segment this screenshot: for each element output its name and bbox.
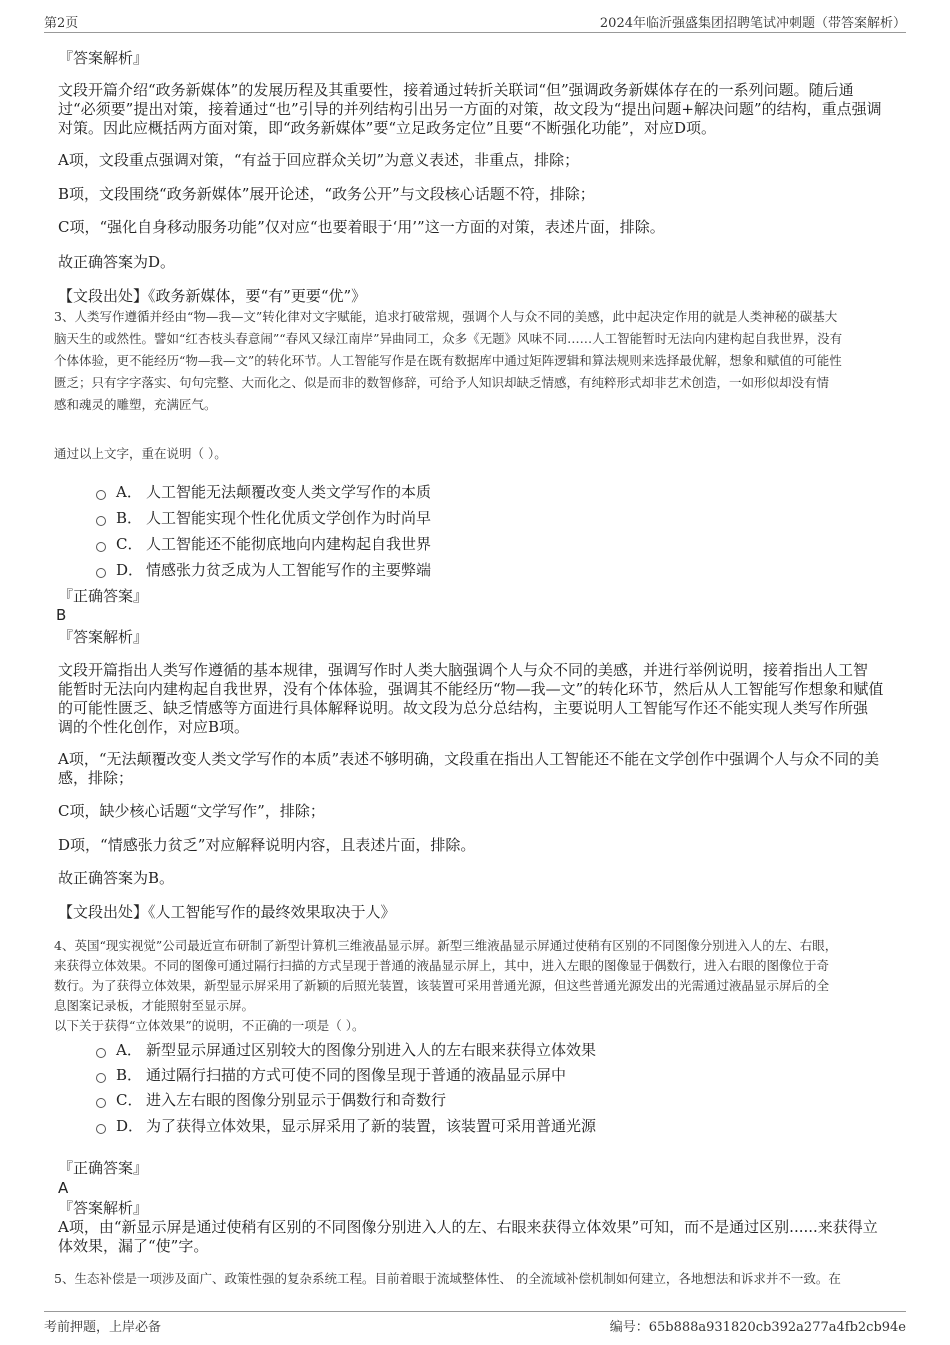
q4-stem-line-2: 来获得立体效果。不同的图像可通过隔行扫描的方式呈现于普通的液晶显示屏上，其中，进入左眼的图像显于偶数行，进入右眼的图像位于奇 [54,958,830,973]
footer-divider [44,1311,906,1312]
radio-icon[interactable] [96,1124,106,1134]
q3-analysis-line-3: 的可能性匮乏、缺乏情感等方面进行具体解释说明。故文段为总分总结构，主要说明人工智能写作还不能实现人类写作所强 [58,699,869,717]
q3-option-a-explanation-2: 感，排除； [58,769,134,787]
q2-analysis-line-3: 对策。因此应概括两方面对策，即“政务新媒体”要“立足政务定位”且要“不断强化功能”，对应D项。 [58,119,717,137]
q4-analysis-label: 『答案解析』 [58,1199,149,1217]
q4-option-b[interactable] [96,1065,566,1085]
q3-option-d-explanation: D项，“情感张力贫乏”对应解释说明内容，且表述片面，排除。 [58,836,476,854]
option-text: 人工智能还不能彻底地向内建构起自我世界 [146,535,432,553]
document-id: 编号：65b888a931820cb392a277a4fb2cb94e [609,1320,906,1335]
q2-analysis-line-1: 文段开篇介绍“政务新媒体”的发展历程及其重要性，接着通过转折关联词“但”强调政务新媒体存在的一系列问题。随后通 [58,81,854,99]
q3-stem-line-2: 脑天生的或然性。譬如“红杏枝头春意闹”“春风又绿江南岸”异曲同工，众多《无题》风味不同……人工智能暂时无法向内建构起自我世界，没有 [54,331,843,346]
radio-icon[interactable] [96,1098,106,1108]
q2-analysis-label: 『答案解析』 [58,49,149,67]
q3-option-a[interactable] [96,482,431,502]
option-text: 新型显示屏通过区别较大的图像分别进入人的左右眼来获得立体效果 [146,1041,597,1059]
q4-stem-line-4: 息图案记录板，才能照射至显示屏。 [54,998,255,1013]
q3-analysis-line-4: 调的个性化创作，对应B项。 [58,718,250,736]
q3-option-c[interactable] [96,534,431,554]
option-text: 人工智能无法颠覆改变人类文学写作的本质 [146,483,432,501]
q3-question: 通过以上文字，重在说明（ ）。 [54,446,227,461]
document-title: 2024年临沂强盛集团招聘笔试冲刺题（带答案解析） [599,16,906,31]
q3-analysis-label: 『答案解析』 [58,628,149,646]
radio-icon[interactable] [96,516,106,526]
q3-stem-line-1: 3、人类写作遵循并经由“物—我—文”转化律对文字赋能，追求打破常规，强调个人与众不同的美感，此中起决定作用的就是人类神秘的碳基大 [54,309,838,324]
q4-option-c[interactable] [96,1090,446,1110]
q4-correct-label: 『正确答案』 [58,1159,149,1177]
q4-option-d[interactable] [96,1116,596,1136]
option-text: 情感张力贫乏成为人工智能写作的主要弊端 [146,561,432,579]
q3-conclusion: 故正确答案为B。 [58,869,175,887]
q2-option-b-explanation: B项，文段围绕“政务新媒体”展开论述，“政务公开”与文段核心话题不符，排除； [58,185,595,203]
q3-analysis-line-1: 文段开篇指出人类写作遵循的基本规律，强调写作时人类大脑强调个人与众不同的美感，并进行举例说明，接着指出人工智 [58,661,869,679]
header-divider [44,32,906,33]
page-number: 第2页 [44,16,79,31]
option-text: 为了获得立体效果，显示屏采用了新的装置，该装置可采用普通光源 [146,1117,597,1135]
q3-analysis-line-2: 能暂时无法向内建构起自我世界，没有个体体验，强调其不能经历“物—我—文”的转化环节，然后从人工智能写作想象和赋值 [58,680,884,698]
q2-option-a-explanation: A项，文段重点强调对策，“有益于回应群众关切”为意义表述，非重点，排除； [58,151,580,169]
option-label: A． [116,483,142,501]
radio-icon[interactable] [96,1073,106,1083]
footer-slogan: 考前押题，上岸必备 [44,1320,162,1335]
radio-icon[interactable] [96,568,106,578]
q3-stem-line-5: 感和魂灵的雕塑，充满匠气。 [54,397,217,412]
q3-option-c-explanation: C项，缺少核心话题“文学写作”，排除； [58,802,325,820]
q3-correct-label: 『正确答案』 [58,587,149,605]
q4-question: 以下关于获得“立体效果”的说明，不正确的一项是（ ）。 [54,1018,365,1033]
q3-stem-line-3: 个体体验，更不能经历“物—我—文”的转化环节。人工智能写作是在既有数据库中通过矩阵逻辑和算法规则来选择最优解，想象和赋值的可能性 [54,353,842,368]
radio-icon[interactable] [96,490,106,500]
q5-stem-line-1: 5、生态补偿是一项涉及面广、政策性强的复杂系统工程。目前着眼于流域整体性、 的全流域补偿机制如何建立，各地想法和诉求并不一致。在 [54,1271,841,1286]
q2-analysis-line-2: 过“必须要”提出对策，接着通过“也”引导的并列结构引出另一方面的对策，故文段为“提出问题+解决问题”的结构，重点强调 [58,100,882,118]
q4-analysis-line-1: A项，由“新显示屏是通过使稍有区别的不同图像分别进入人的左、右眼来获得立体效果”可知，而不是通过区别......来获得立 [58,1218,878,1236]
q3-option-d[interactable] [96,560,431,580]
option-label: B． [116,509,143,527]
option-label: C． [116,535,143,553]
option-label: B． [116,1066,143,1084]
q3-stem-line-4: 匮乏；只有字字落实、句句完整、大而化之、似是而非的数智修辞，可给予人知识却缺乏情感，有纯粹形式却非艺术创造，一如形似却没有情 [54,375,830,390]
q3-source: 【文段出处】《人工智能写作的最终效果取决于人》 [58,903,396,921]
option-label: A． [116,1041,142,1059]
q4-stem-line-3: 数行。为了获得立体效果，新型显示屏采用了新颖的后照光装置，该装置可采用普通光源，但这些普通光源发出的光需通过液晶显示屏后的全 [54,978,830,993]
q3-option-b[interactable] [96,508,431,528]
radio-icon[interactable] [96,542,106,552]
q2-option-c-explanation: C项，“强化自身移动服务功能”仅对应“也要着眼于‘用’”这一方面的对策，表述片面，排除。 [58,218,665,236]
radio-icon[interactable] [96,1048,106,1058]
q4-option-a[interactable] [96,1040,596,1060]
option-text: 人工智能实现个性化优质文学创作为时尚早 [146,509,432,527]
q3-correct-answer: B [56,606,67,624]
option-label: D． [116,1117,144,1135]
option-text: 通过隔行扫描的方式可使不同的图像呈现于普通的液晶显示屏中 [146,1066,567,1084]
option-text: 进入左右眼的图像分别显示于偶数行和奇数行 [146,1091,447,1109]
q4-correct-answer: A [58,1179,69,1197]
q4-analysis-line-2: 体效果，漏了“使”字。 [58,1237,209,1255]
q2-source: 【文段出处】《政务新媒体，要“有”更要“优”》 [58,287,367,305]
option-label: C． [116,1091,143,1109]
q2-conclusion: 故正确答案为D。 [58,253,176,271]
q3-option-a-explanation-1: A项，“无法颠覆改变人类文学写作的本质”表述不够明确，文段重在指出人工智能还不能在文学创作中强调个人与众不同的美 [58,750,880,768]
q4-stem-line-1: 4、英国“现实视觉”公司最近宣布研制了新型计算机三维液晶显示屏。新型三维液晶显示屏通过使稍有区别的不同图像分别进入人的左、右眼， [54,938,838,953]
option-label: D． [116,561,144,579]
